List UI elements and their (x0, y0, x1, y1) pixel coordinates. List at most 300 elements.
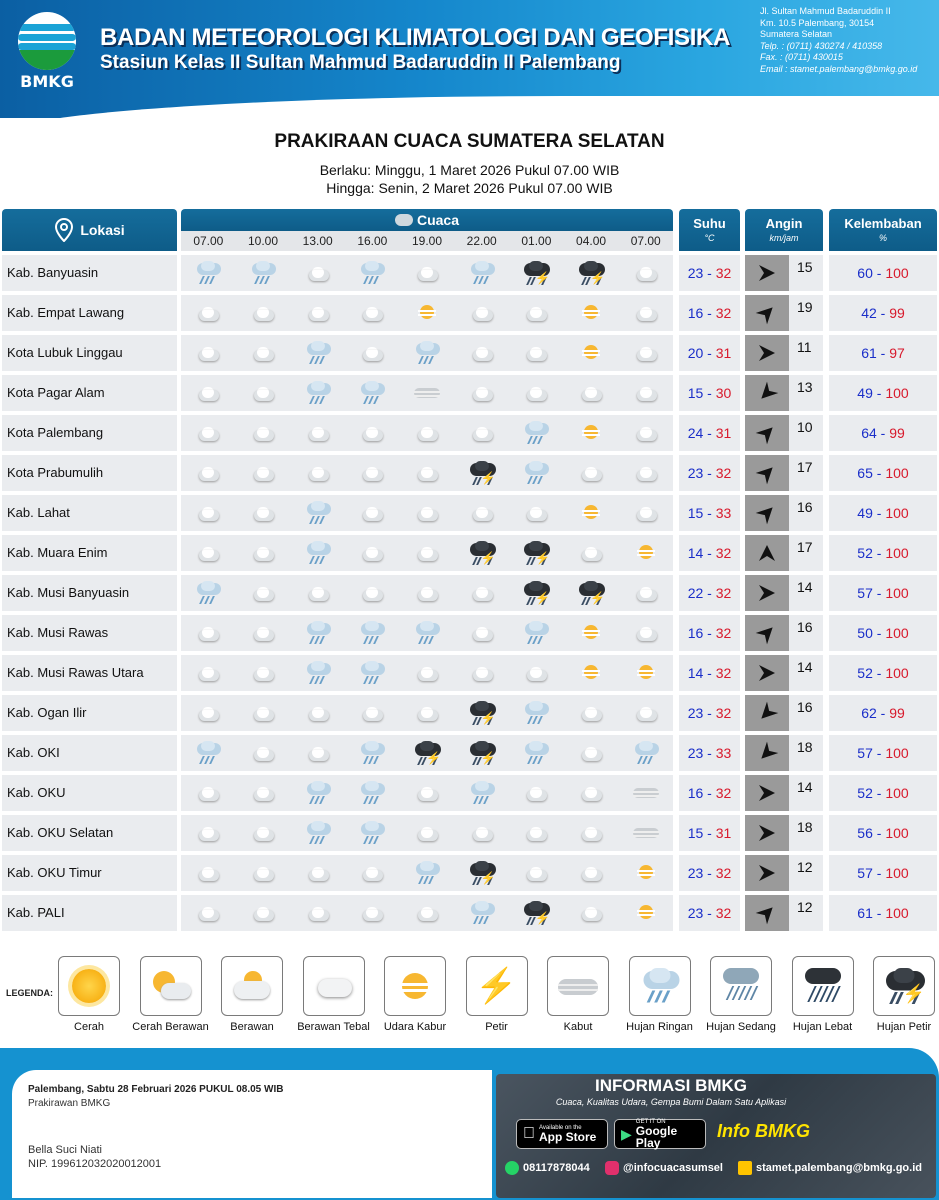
address-email: Email : stamet.palembang@bmkg.go.id (760, 63, 918, 74)
appstore-big: App Store (527, 1130, 585, 1144)
berawan-tebal-icon (345, 575, 400, 611)
berawan-tebal-icon (181, 455, 236, 491)
berawan-tebal-icon (564, 775, 619, 811)
hujan-ringan-icon (454, 255, 509, 291)
rh-min: 49 (857, 505, 873, 521)
humidity: 57 - 100 (829, 855, 937, 891)
berawan-tebal-icon (290, 855, 345, 891)
temp-min: 16 (687, 305, 704, 321)
info-title: INFORMASI BMKG (594, 1076, 748, 1095)
time-slot: 07.00 (193, 234, 224, 248)
berawan-tebal-icon (290, 415, 345, 451)
table-row (0, 615, 939, 651)
humidity: 52 - 100 (829, 655, 937, 691)
temperature: 23 - 32 (679, 695, 740, 731)
rh-max: 100 (885, 905, 909, 921)
table-row (0, 535, 939, 571)
berawan-tebal-icon (454, 815, 509, 851)
berawan-tebal-icon (181, 695, 236, 731)
kabut-icon (618, 815, 673, 851)
temp-max: 31 (715, 825, 732, 841)
berawan-tebal-icon (290, 455, 345, 491)
berawan-tebal-icon (564, 855, 619, 891)
weather-icons (181, 455, 673, 491)
rh-min: 52 (857, 545, 873, 561)
weather-icons (181, 815, 673, 851)
berawan-tebal-icon (400, 455, 455, 491)
wind (745, 375, 823, 411)
legend-item-label: Udara Kabur (383, 1021, 447, 1033)
berawan-tebal-icon (345, 495, 400, 531)
rh-max: 100 (885, 265, 909, 281)
hujan-ringan-icon (345, 815, 400, 851)
hujan-ringan-icon (345, 255, 400, 291)
berawan-tebal-icon (236, 815, 291, 851)
bmkg-logo (14, 12, 80, 92)
wind (745, 615, 823, 651)
legend-item-label: Berawan Tebal (297, 1021, 370, 1033)
petir-icon: ⚡ (466, 956, 528, 1016)
berawan-tebal-icon (345, 695, 400, 731)
berawan-tebal-icon (618, 375, 673, 411)
whatsapp-contact[interactable] (505, 1161, 590, 1175)
instagram-contact[interactable] (605, 1161, 723, 1175)
app-store-button[interactable] (516, 1119, 608, 1149)
berawan-tebal-icon (454, 575, 509, 611)
hujan-ringan-icon (400, 855, 455, 891)
berawan-tebal-icon (290, 575, 345, 611)
table-row (0, 655, 939, 691)
hujan-petir-icon: ⚡ (509, 575, 564, 611)
rh-min: 61 (857, 905, 873, 921)
udara-kabur-icon (564, 615, 619, 651)
address-block (760, 6, 917, 75)
berawan-tebal-icon (236, 655, 291, 691)
berawan-tebal-icon (345, 535, 400, 571)
berawan-tebal-icon (509, 495, 564, 531)
temp-unit: °C (704, 233, 715, 243)
rh-min: 61 (861, 345, 877, 361)
rh-min: 50 (857, 625, 873, 641)
udara-kabur-icon (618, 855, 673, 891)
temp-min: 14 (687, 665, 704, 681)
humidity-unit: % (878, 233, 887, 243)
berawan-tebal-icon (236, 415, 291, 451)
table-row (0, 335, 939, 371)
location-name: Kab. Musi Rawas Utara (2, 655, 177, 691)
wind-speed: 12 (797, 899, 813, 915)
email-contact[interactable] (738, 1161, 922, 1175)
berawan-tebal-icon (181, 495, 236, 531)
humidity: 64 - 99 (829, 415, 937, 451)
apple-icon (523, 1125, 535, 1143)
berawan-tebal-icon (345, 415, 400, 451)
wind (745, 255, 823, 291)
humidity-label: Kelembaban (844, 216, 922, 231)
temp-label: Suhu (693, 216, 726, 231)
hujan-ringan-icon (618, 735, 673, 771)
wind-direction-icon (757, 663, 777, 683)
temp-max: 31 (715, 345, 732, 361)
berawan-tebal-icon (400, 575, 455, 611)
temp-min: 15 (687, 825, 704, 841)
weather-icons (181, 735, 673, 771)
temp-max: 32 (715, 705, 732, 721)
udara-kabur-icon (384, 956, 446, 1016)
hujan-ringan-icon (509, 615, 564, 651)
location-name: Kota Prabumulih (2, 455, 177, 491)
column-header-temperature (679, 209, 740, 251)
hujan-ringan-icon (290, 775, 345, 811)
berawan-tebal-icon (400, 535, 455, 571)
berawan-tebal-icon (236, 615, 291, 651)
berawan-tebal-icon (509, 775, 564, 811)
berawan-tebal-icon (345, 455, 400, 491)
rh-min: 57 (857, 585, 873, 601)
berawan-tebal-icon (400, 895, 455, 931)
time-slots (181, 231, 673, 251)
berawan-tebal-icon (236, 335, 291, 371)
valid-to: Hingga: Senin, 2 Maret 2026 Pukul 07.00 WIB (326, 180, 613, 196)
berawan-tebal-icon (454, 335, 509, 371)
rh-max: 100 (885, 745, 909, 761)
wind-direction-icon (757, 583, 777, 603)
location-name: Kab. Musi Rawas (2, 615, 177, 651)
temperature: 23 - 32 (679, 895, 740, 931)
address-phone: Telp. : (0711) 430274 / 410358 (760, 40, 883, 51)
berawan-tebal-icon (400, 415, 455, 451)
berawan-tebal-icon (564, 695, 619, 731)
temp-max: 32 (715, 265, 732, 281)
rh-max: 100 (885, 385, 909, 401)
legend-item-label: Hujan Ringan (626, 1021, 693, 1033)
weather-icons (181, 295, 673, 331)
weather-icons (181, 495, 673, 531)
berawan-tebal-icon (181, 775, 236, 811)
hujan-petir-icon: ⚡ (400, 735, 455, 771)
temp-min: 20 (687, 345, 704, 361)
temp-max: 32 (715, 465, 732, 481)
wind-label: Angin (765, 216, 803, 231)
berawan-tebal-icon (454, 655, 509, 691)
hujan-ringan-icon (454, 895, 509, 931)
wind-direction-icon (757, 263, 777, 283)
info-bmkg-link[interactable]: Info BMKG (717, 1121, 810, 1141)
rh-max: 99 (889, 425, 905, 441)
wind (745, 415, 823, 451)
wind (745, 495, 823, 531)
cerah-berawan-icon (140, 956, 202, 1016)
berawan-tebal-icon (181, 535, 236, 571)
time-slot: 10.00 (247, 234, 279, 248)
gplay-big: Google Play (635, 1124, 678, 1150)
location-label: Lokasi (80, 222, 125, 238)
udara-kabur-icon (564, 495, 619, 531)
weather-icons (181, 535, 673, 571)
hujan-ringan-icon (400, 335, 455, 371)
humidity: 57 - 100 (829, 735, 937, 771)
berawan-tebal-icon (181, 295, 236, 331)
udara-kabur-icon (564, 295, 619, 331)
temp-min: 16 (687, 785, 704, 801)
berawan-tebal-icon (454, 415, 509, 451)
berawan-tebal-icon (181, 855, 236, 891)
location-name: Kab. OKU (2, 775, 177, 811)
berawan-tebal-icon (236, 735, 291, 771)
hujan-ringan-icon (509, 735, 564, 771)
berawan-tebal-icon (181, 335, 236, 371)
berawan-tebal-icon (564, 735, 619, 771)
rh-max: 100 (885, 545, 909, 561)
wind (745, 455, 823, 491)
hujan-ringan-icon (509, 695, 564, 731)
wind-direction-icon (757, 863, 777, 883)
table-row (0, 695, 939, 731)
humidity: 56 - 100 (829, 815, 937, 851)
humidity: 49 - 100 (829, 375, 937, 411)
udara-kabur-icon (564, 415, 619, 451)
berawan-tebal-icon (290, 895, 345, 931)
berawan-tebal-icon (454, 495, 509, 531)
rh-max: 100 (885, 585, 909, 601)
temperature: 23 - 32 (679, 455, 740, 491)
org-name: BADAN METEOROLOGI KLIMATOLOGI DAN GEOFISIKA (100, 24, 731, 51)
temp-max: 32 (715, 785, 732, 801)
berawan-tebal-icon (236, 535, 291, 571)
wind-unit: km/jam (769, 233, 799, 243)
temperature: 14 - 32 (679, 655, 740, 691)
berawan-tebal-icon (564, 535, 619, 571)
wind-speed: 14 (797, 659, 813, 675)
berawan-tebal-icon (236, 455, 291, 491)
column-header-humidity (829, 209, 937, 251)
berawan-tebal-icon (181, 655, 236, 691)
hujan-ringan-icon (290, 535, 345, 571)
rh-min: 65 (857, 465, 873, 481)
berawan-tebal-icon (618, 495, 673, 531)
udara-kabur-icon (618, 655, 673, 691)
hujan-petir-icon: ⚡ (509, 895, 564, 931)
rh-max: 100 (885, 465, 909, 481)
location-name: Kota Palembang (2, 415, 177, 451)
wind-direction-icon (757, 823, 777, 843)
wind-speed: 16 (797, 619, 813, 635)
play-icon: ▶ (621, 1125, 632, 1142)
hujan-ringan-icon (181, 735, 236, 771)
berawan-tebal-icon (509, 855, 564, 891)
rh-max: 100 (885, 625, 909, 641)
wind-speed: 17 (797, 459, 813, 475)
hujan-ringan-icon (454, 775, 509, 811)
hujan-ringan-icon (345, 375, 400, 411)
berawan-tebal-icon (618, 255, 673, 291)
location-name: Kab. Muara Enim (2, 535, 177, 571)
whatsapp-icon (505, 1161, 519, 1175)
rh-max: 100 (885, 825, 909, 841)
location-name: Kab. Musi Banyuasin (2, 575, 177, 611)
rh-min: 60 (857, 265, 873, 281)
temperature: 15 - 31 (679, 815, 740, 851)
kabut-icon (547, 956, 609, 1016)
temp-min: 15 (687, 385, 704, 401)
hujan-ringan-icon (509, 415, 564, 451)
temp-max: 31 (715, 425, 732, 441)
weather-label: Cuaca (416, 212, 460, 228)
humidity: 61 - 97 (829, 335, 937, 371)
berawan-tebal-icon (400, 495, 455, 531)
berawan-tebal-icon (400, 255, 455, 291)
wind (745, 535, 823, 571)
wind-direction-icon (757, 543, 777, 563)
rh-min: 52 (857, 665, 873, 681)
location-pin-icon (54, 218, 74, 242)
hujan-ringan-icon (290, 335, 345, 371)
berawan-tebal-icon (454, 295, 509, 331)
instagram-icon (605, 1161, 619, 1175)
hujan-petir-icon: ⚡ (454, 455, 509, 491)
berawan-tebal-icon (181, 815, 236, 851)
forecaster-role: Prakirawan BMKG (28, 1098, 111, 1109)
wind (745, 895, 823, 931)
temp-max: 32 (715, 585, 732, 601)
google-play-button[interactable] (614, 1119, 706, 1149)
berawan-tebal-icon (564, 375, 619, 411)
weather-icons (181, 655, 673, 691)
weather-header-icon (395, 214, 413, 226)
mail-icon (738, 1161, 752, 1175)
time-slot: 04.00 (576, 234, 607, 248)
legend-item-label: Hujan Lebat (792, 1021, 853, 1033)
time-slot: 22.00 (466, 234, 497, 248)
berawan-icon (221, 956, 283, 1016)
hujan-petir-icon: ⚡ (873, 956, 935, 1016)
temp-max: 32 (715, 305, 732, 321)
hujan-petir-icon: ⚡ (564, 575, 619, 611)
berawan-tebal-icon (236, 295, 291, 331)
address-line: Jl. Sultan Mahmud Badaruddin II (760, 6, 891, 16)
table-row (0, 575, 939, 611)
temp-min: 24 (687, 425, 704, 441)
berawan-tebal-icon (509, 815, 564, 851)
berawan-tebal-icon (236, 895, 291, 931)
hujan-ringan-icon (345, 735, 400, 771)
temp-max: 30 (715, 385, 732, 401)
temp-max: 33 (715, 505, 732, 521)
temp-min: 22 (687, 585, 704, 601)
valid-from: Berlaku: Minggu, 1 Maret 2026 Pukul 07.00 WIB (319, 162, 620, 178)
wind-speed: 14 (797, 579, 813, 595)
wind-speed: 12 (797, 859, 813, 875)
rh-min: 64 (861, 425, 877, 441)
table-row (0, 495, 939, 531)
humidity: 65 - 100 (829, 455, 937, 491)
station-name: Stasiun Kelas II Sultan Mahmud Badaruddin II Palembang (100, 52, 621, 73)
time-slot: 16.00 (357, 234, 388, 248)
temp-min: 15 (687, 505, 704, 521)
forecaster-nip: NIP. 199612032020012001 (28, 1158, 162, 1170)
hujan-ringan-icon (290, 655, 345, 691)
humidity: 60 - 100 (829, 255, 937, 291)
whatsapp-number: 08117878044 (523, 1162, 590, 1174)
table-row (0, 775, 939, 811)
temp-max: 32 (715, 625, 732, 641)
email-address: stamet.palembang@bmkg.go.id (756, 1162, 922, 1174)
temp-max: 32 (715, 905, 732, 921)
berawan-tebal-icon (345, 895, 400, 931)
berawan-tebal-icon (236, 695, 291, 731)
wind-speed: 14 (797, 779, 813, 795)
address-line: Sumatera Selatan (760, 29, 833, 39)
hujan-ringan-icon (345, 775, 400, 811)
address-line: Km. 10.5 Palembang, 30154 (760, 17, 875, 28)
temperature: 15 - 33 (679, 495, 740, 531)
temp-max: 32 (715, 665, 732, 681)
location-name: Kab. Empat Lawang (2, 295, 177, 331)
weather-icons (181, 255, 673, 291)
berawan-tebal-icon (618, 615, 673, 651)
location-name: Kab. OKU Timur (2, 855, 177, 891)
rh-min: 57 (857, 745, 873, 761)
table-row (0, 815, 939, 851)
humidity: 49 - 100 (829, 495, 937, 531)
hujan-sedang-icon (710, 956, 772, 1016)
legend-label: LEGENDA: (6, 988, 53, 998)
hujan-petir-icon: ⚡ (454, 695, 509, 731)
hujan-ringan-icon (290, 495, 345, 531)
table-row (0, 735, 939, 771)
table-row (0, 895, 939, 931)
gplay-small: GET IT ON (635, 1119, 666, 1125)
rh-max: 100 (885, 785, 909, 801)
berawan-tebal-icon (509, 375, 564, 411)
wind (745, 775, 823, 811)
hujan-ringan-icon (236, 255, 291, 291)
hujan-ringan-icon (629, 956, 691, 1016)
instagram-handle: @infocuacasumsel (623, 1162, 723, 1174)
berawan-tebal-icon (345, 335, 400, 371)
berawan-tebal-icon (290, 295, 345, 331)
berawan-tebal-icon (236, 495, 291, 531)
temp-min: 16 (687, 625, 704, 641)
temp-max: 32 (715, 545, 732, 561)
rh-max: 99 (889, 305, 905, 321)
berawan-tebal-icon (509, 335, 564, 371)
rh-max: 100 (885, 505, 909, 521)
hujan-ringan-icon (345, 615, 400, 651)
berawan-tebal-icon (303, 956, 365, 1016)
legend-item-label: Hujan Petir (876, 1021, 932, 1033)
table-row (0, 415, 939, 451)
wind-speed: 13 (797, 379, 813, 395)
humidity: 52 - 100 (829, 775, 937, 811)
table-row (0, 455, 939, 491)
weather-icons (181, 695, 673, 731)
udara-kabur-icon (564, 655, 619, 691)
legend-item-label: Petir (485, 1021, 508, 1033)
hujan-petir-icon: ⚡ (564, 255, 619, 291)
temp-min: 23 (687, 865, 704, 881)
weather-icons (181, 775, 673, 811)
location-name: Kab. Ogan Ilir (2, 695, 177, 731)
rh-min: 56 (857, 825, 873, 841)
wind (745, 815, 823, 851)
temperature: 24 - 31 (679, 415, 740, 451)
table-row (0, 375, 939, 411)
wind (745, 735, 823, 771)
rh-max: 100 (885, 865, 909, 881)
berawan-tebal-icon (181, 895, 236, 931)
hujan-petir-icon: ⚡ (454, 735, 509, 771)
